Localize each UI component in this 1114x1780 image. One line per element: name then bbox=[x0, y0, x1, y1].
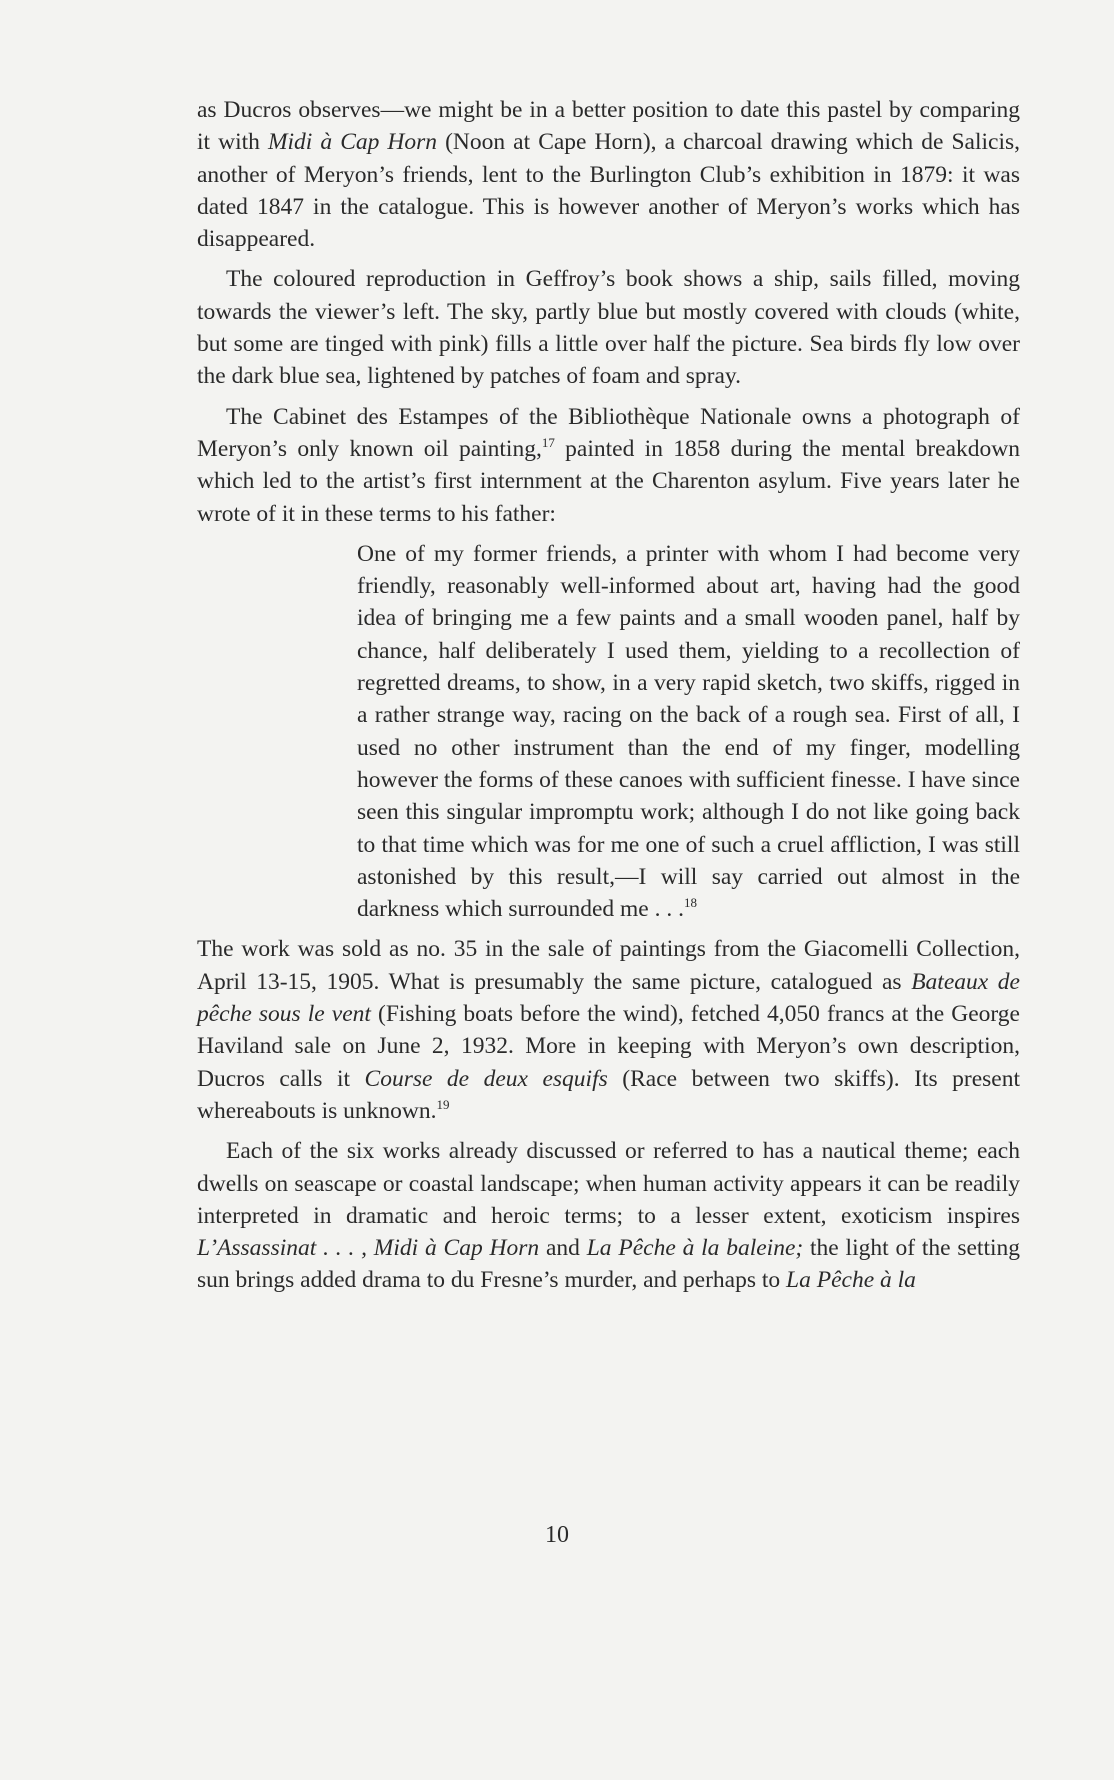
text-run: as Ducros observes—we might be in a better position to date this pastel by comparing it with bbox=[197, 97, 1020, 156]
text-run: Each of the six works already discussed or referred to has a nautical theme; each dwells on seascape or coastal landscape; when human activity appears it can be readily interpreted in dramatic and heroic terms; to a lesser extent, exoticism inspires bbox=[197, 1138, 1020, 1229]
italic-title: La Pêche à la baleine; bbox=[586, 1235, 804, 1262]
text-run: The Cabinet des Estampes of the Bibliothèque Nationale owns a photograph of Meryon’s only known oil painting, bbox=[197, 403, 1020, 462]
footnote-ref: 17 bbox=[541, 434, 555, 450]
text-run: (Noon at Cape Horn), a charcoal drawing which de Salicis, another of Meryon’s friends, lent to the Burlington Club’s exhibition in 1879: it was dated 1847 in the catalogue. This is however another of Meryon’s works which has disappeared. bbox=[197, 129, 1020, 253]
text-run: the light of the setting sun brings added drama to du Fresne’s murder, and perhaps to bbox=[197, 1235, 1021, 1294]
paragraph bbox=[197, 263, 1020, 392]
block-quote bbox=[357, 538, 1020, 926]
footnote-ref: 18 bbox=[683, 895, 697, 911]
page-number: 10 bbox=[545, 1522, 569, 1548]
italic-title: L’Assassinat . . . , Midi à Cap Horn bbox=[197, 1235, 540, 1262]
paragraph bbox=[197, 94, 1020, 255]
body-text bbox=[197, 94, 1020, 1305]
text-run: (Fishing boats before the wind), fetched 4,050 francs at the George Haviland sale on June 2, 1932. More in keeping with Meryon’s own description, Ducros calls it bbox=[197, 1001, 1020, 1092]
text-run: and bbox=[539, 1235, 587, 1262]
text-run: (Race between two skiffs). Its present whereabouts is unknown. bbox=[197, 1065, 1020, 1124]
text-run: The work was sold as no. 35 in the sale of paintings from the Giacomelli Collection, April 13-15, 1905. What is presumably the same picture, catalogued as bbox=[197, 936, 1020, 995]
paragraph bbox=[197, 401, 1020, 530]
paragraph bbox=[197, 1135, 1020, 1296]
italic-title: La Pêche à la bbox=[786, 1267, 916, 1294]
text-run: painted in 1858 during the mental breakdown which led to the artist’s first internment at the Charenton asylum. Five years later he wrote of it in these terms to his father: bbox=[197, 435, 1020, 527]
italic-title: Midi à Cap Horn bbox=[267, 129, 438, 156]
italic-title: Course de deux esquifs bbox=[364, 1065, 608, 1092]
footnote-ref: 19 bbox=[436, 1096, 450, 1112]
text-run: One of my former friends, a printer with whom I had become very friendly, reasonably well-informed about art, having had the good idea of bringing me a few paints and a small wooden panel, half by chance, half deliberately I used them, yielding to a recollection of regretted dreams, to show, in a very rapid sketch, two skiffs, rigged in a rather strange way, racing on the back of a rough sea. First of all, I used no other instrument than the end of my finger, modelling however the forms of these canoes with sufficient finesse. I have since seen this singular impromptu work; although I do not like going back to that time which was for me one of such a cruel affliction, I was still astonished by this result,—I will say carried out almost in the darkness which surrounded me . . . bbox=[357, 540, 1020, 923]
paragraph bbox=[197, 933, 1020, 1127]
italic-title: Bateaux de pêche sous le vent bbox=[197, 968, 1020, 1028]
text-run: The coloured reproduction in Geffroy’s book shows a ship, sails filled, moving towards the viewer’s left. The sky, partly blue but mostly covered with clouds (white, but some are tinged with pink) fills a little over half the picture. Sea birds fly low over the dark blue sea, lightened by patches of foam and spray. bbox=[197, 266, 1020, 390]
